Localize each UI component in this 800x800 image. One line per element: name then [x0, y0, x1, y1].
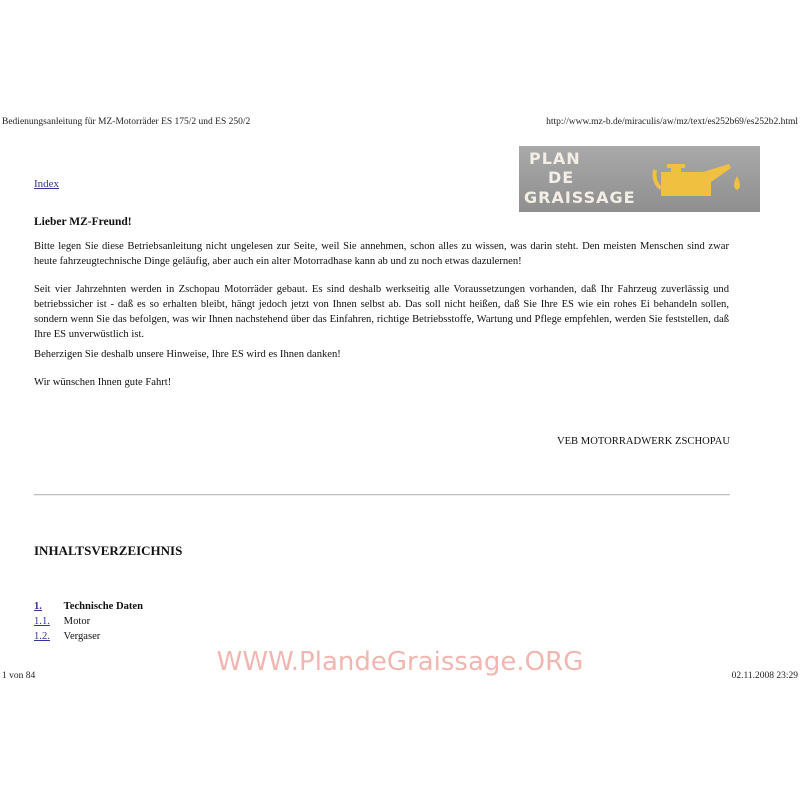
- toc-item: [34, 614, 143, 629]
- toc-item-label: Motor: [63, 616, 91, 627]
- toc-item-label: Technische Daten: [63, 601, 144, 612]
- letter-paragraph: Beherzigen Sie deshalb unsere Hinweise, Ihre ES wird es Ihnen danken!: [34, 349, 341, 360]
- toc-title: INHALTSVERZEICHNIS: [34, 543, 183, 558]
- watermark: WWW.PlandeGraissage.ORG: [216, 647, 584, 677]
- print-header-title: Bedienungsanleitung für MZ-Motorräder ES 175/2 und ES 250/2: [2, 117, 251, 127]
- index-link[interactable]: Index: [34, 178, 60, 190]
- print-footer-date: 02.11.2008 23:29: [731, 671, 798, 681]
- logo-text-line1: PLAN: [529, 149, 581, 168]
- horizontal-divider: [34, 494, 730, 496]
- toc-item-label: Vergaser: [63, 631, 101, 642]
- toc-item-number-link[interactable]: 1.: [34, 601, 42, 612]
- toc-item-number-link[interactable]: 1.2.: [34, 631, 50, 642]
- plan-de-graissage-logo: [519, 146, 760, 212]
- print-header-url: http://www.mz-b.de/miraculis/aw/mz/text/es252b69/es252b2.html: [546, 117, 798, 127]
- letter-signature: VEB MOTORRADWERK ZSCHOPAU: [556, 436, 730, 447]
- print-footer-page: 1 von 84: [2, 671, 36, 681]
- letter-paragraph: Bitte legen Sie diese Betriebsanleitung nicht ungelesen zur Seite, weil Sie annehmen, schon alles zu wissen, was darin steht. Den meisten Menschen sind zwar heute fahrzeugtechnische Dinge geläufig, aber auch ein alter Motorradhase kann ab und zu noch etwas dazulernen!: [34, 241, 729, 267]
- toc-item: [34, 599, 143, 614]
- toc-item: [34, 629, 143, 644]
- logo-text-line3: GRAISSAGE: [524, 188, 636, 207]
- letter-paragraph: Wir wünschen Ihnen gute Fahrt!: [34, 377, 172, 388]
- table-of-contents: [34, 599, 143, 644]
- oil-can-icon: [651, 152, 757, 206]
- letter-paragraph: Seit vier Jahrzehnten werden in Zschopau Motorräder gebaut. Es sind deshalb werkseitig alle Voraussetzungen vorhanden, daß Ihr Fahrzeug zuverlässig und betriebssicher ist - daß es so erhalten bleibt, hängt jedoch jetzt von Ihnen selbst ab. Das soll nicht heißen, daß Sie Ihre ES wie ein rohes Ei behandeln sollen, sondern wenn Sie das befolgen, was wir Ihnen nachstehend über das Einfahren, richtige Betriebsstoffe, Wartung und Pflege empfehlen, werden Sie feststellen, daß Ihre ES unverwüstlich ist.: [34, 284, 729, 340]
- logo-text-line2: DE: [548, 168, 575, 187]
- toc-item-number-link[interactable]: 1.1.: [34, 616, 50, 627]
- letter-greeting: Lieber MZ-Freund!: [34, 216, 132, 228]
